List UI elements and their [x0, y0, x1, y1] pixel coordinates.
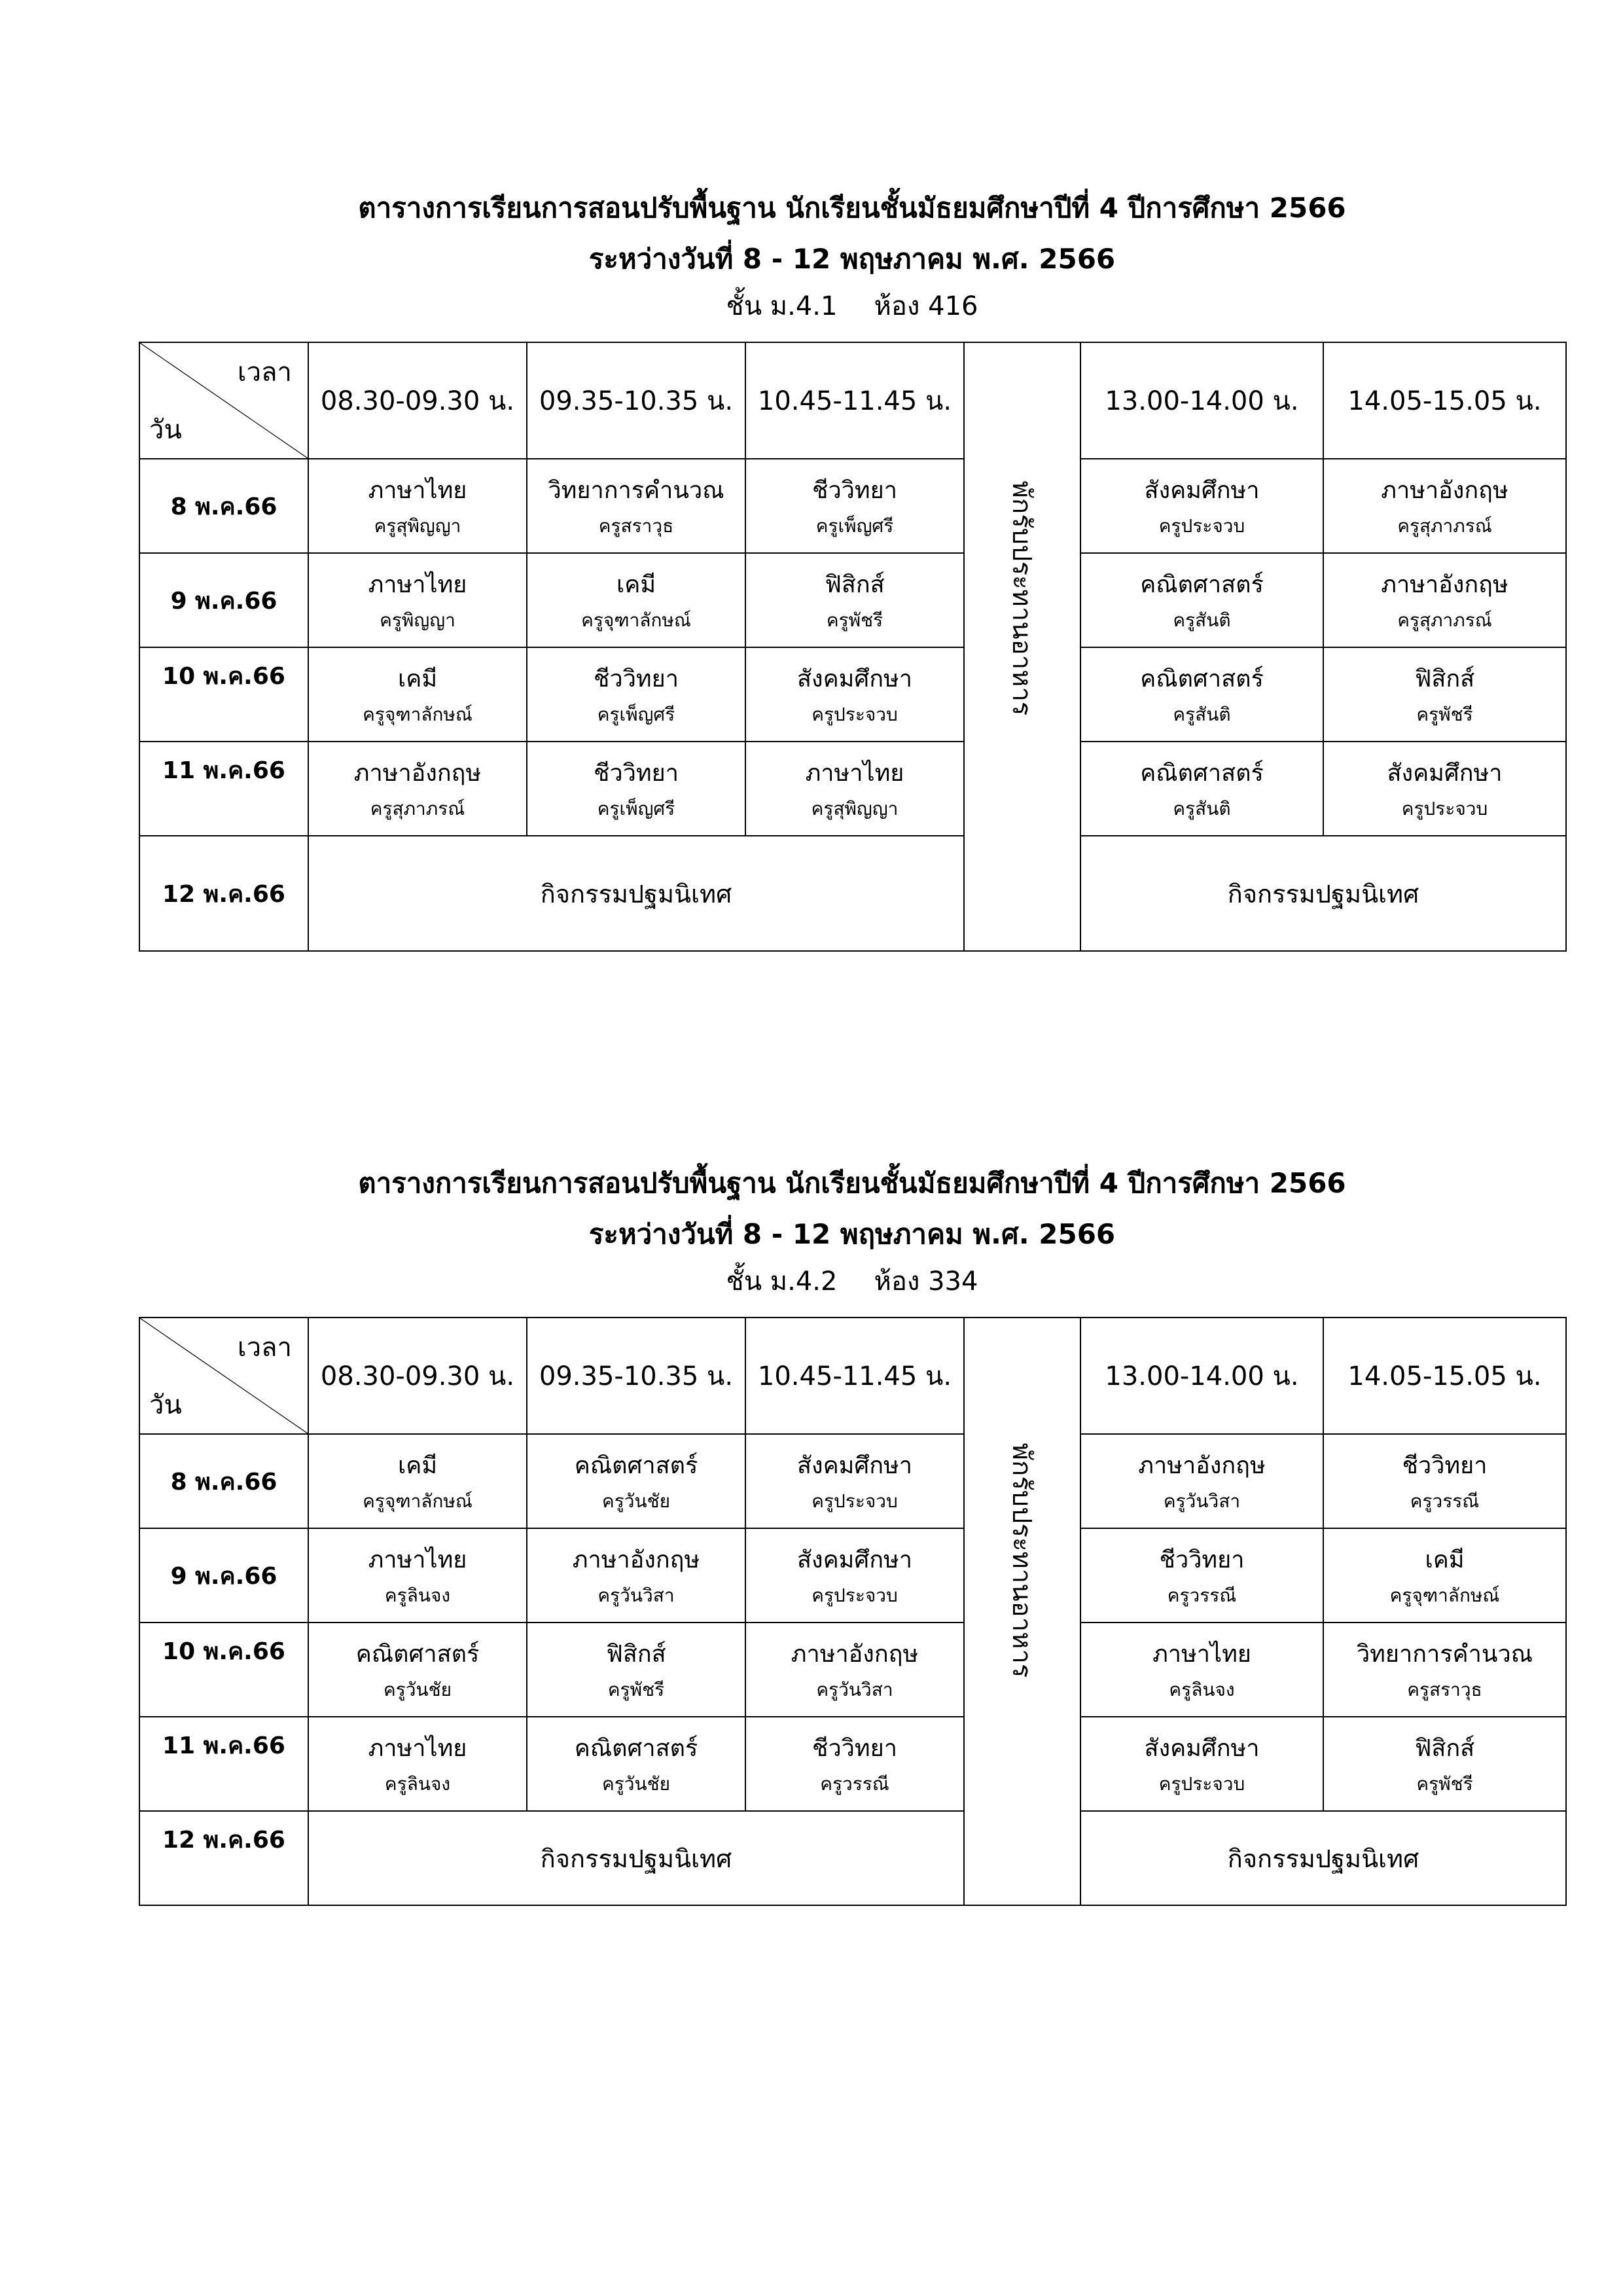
teacher-name: ครูลินจง [384, 1585, 451, 1606]
subject-name: ภาษาอังกฤษ [1138, 1452, 1266, 1479]
subject-name: ภาษาอังกฤษ [572, 1547, 700, 1573]
class-cell [745, 553, 964, 647]
subject-name: เคมี [616, 571, 656, 598]
teacher-name: ครูสราวุธ [1407, 1679, 1482, 1700]
class-cell [308, 1434, 527, 1528]
schedule-date-range: ระหว่างวันที่ 8 - 12 พฤษภาคม พ.ศ. 2566 [588, 243, 1116, 275]
day-label: 11 พ.ค.66 [139, 742, 308, 836]
time-header: 13.00-14.00 น. [1080, 342, 1323, 459]
class-label: ชั้น ม.4.1 [726, 291, 838, 321]
class-cell [1323, 553, 1566, 647]
class-cell [308, 1717, 527, 1811]
class-cell [308, 1528, 527, 1623]
header-row [139, 342, 1566, 459]
subject-name: เคมี [1425, 1547, 1465, 1573]
teacher-name: ครูประจวบ [812, 1585, 898, 1606]
day-label: 9 พ.ค.66 [139, 1528, 308, 1623]
class-label: ชั้น ม.4.2 [726, 1266, 838, 1297]
corner-header-cell [139, 342, 308, 459]
class-cell [527, 1434, 745, 1528]
class-cell [745, 1623, 964, 1717]
subject-name: ภาษาอังกฤษ [1381, 571, 1508, 598]
afternoon-activity: กิจกรรมปฐมนิเทศ [1080, 1811, 1566, 1905]
class-cell [1080, 459, 1323, 553]
day-label: 8 พ.ค.66 [139, 459, 308, 553]
subject-name: ฟิสิกส์ [825, 571, 885, 598]
class-cell [308, 459, 527, 553]
corner-day-label: วัน [149, 1390, 182, 1420]
subject-name: วิทยาการคำนวณ [1356, 1641, 1533, 1668]
class-cell [1080, 553, 1323, 647]
teacher-name: ครูสราวุธ [598, 515, 674, 537]
class-cell [527, 742, 745, 836]
class-cell [1080, 647, 1323, 742]
day-label: 10 พ.ค.66 [139, 1623, 308, 1717]
teacher-name: ครูสุพิญญา [374, 515, 461, 537]
class-cell [1080, 742, 1323, 836]
teacher-name: ครูสันติ [1173, 704, 1231, 725]
time-header: 08.30-09.30 น. [308, 342, 527, 459]
time-header: 10.45-11.45 น. [745, 342, 964, 459]
class-cell [527, 553, 745, 647]
teacher-name: ครูสุภาภรณ์ [370, 798, 465, 819]
class-cell [1323, 1717, 1566, 1811]
subject-name: ชีววิทยา [812, 1735, 897, 1762]
subject-name: สังคมศึกษา [797, 1452, 912, 1479]
day-row [139, 647, 1566, 742]
subject-name: ฟิสิกส์ [1414, 1735, 1475, 1762]
class-cell [1323, 1434, 1566, 1528]
day-label: 10 พ.ค.66 [139, 647, 308, 742]
class-cell [308, 1623, 527, 1717]
teacher-name: ครูสุภาภรณ์ [1397, 515, 1492, 537]
room-label: ห้อง 416 [874, 291, 978, 321]
subject-name: ชีววิทยา [812, 477, 897, 504]
day-label: 12 พ.ค.66 [139, 1811, 308, 1905]
teacher-name: ครูวันวิสา [597, 1585, 675, 1606]
teacher-name: ครูจุฑาลักษณ์ [363, 1490, 473, 1512]
subject-name: คณิตศาสตร์ [1140, 666, 1264, 692]
schedule-block-2 [139, 1165, 1565, 1906]
class-cell [527, 1623, 745, 1717]
subject-name: สังคมศึกษา [797, 666, 912, 692]
teacher-name: ครูประจวบ [812, 704, 898, 725]
subject-name: สังคมศึกษา [1387, 760, 1503, 787]
day-row [139, 459, 1566, 553]
teacher-name: ครูวันชัย [601, 1490, 671, 1512]
teacher-name: ครูพัชรี [826, 609, 883, 631]
lunch-break-column [964, 1318, 1080, 1905]
class-cell [308, 553, 527, 647]
class-cell [745, 647, 964, 742]
class-cell [1323, 1623, 1566, 1717]
subject-name: สังคมศึกษา [1144, 1735, 1260, 1762]
class-cell [308, 742, 527, 836]
teacher-name: ครูประจวบ [1158, 515, 1245, 537]
class-cell [745, 459, 964, 553]
day-row [139, 1528, 1566, 1623]
teacher-name: ครูสุพิญญา [811, 798, 899, 819]
morning-activity: กิจกรรมปฐมนิเทศ [308, 1811, 964, 1905]
teacher-name: ครูพัชรี [607, 1679, 665, 1700]
teacher-name: ครูจุฑาลักษณ์ [1389, 1585, 1500, 1606]
subject-name: ภาษาอังกฤษ [353, 760, 482, 787]
corner-time-label: เวลา [237, 357, 292, 387]
class-cell [527, 1717, 745, 1811]
teacher-name: ครูวรรณี [1410, 1490, 1480, 1512]
time-header: 09.35-10.35 น. [527, 1318, 745, 1434]
class-cell [1323, 1528, 1566, 1623]
subject-name: ภาษาไทย [368, 477, 467, 504]
subject-name: ภาษาไทย [368, 571, 467, 598]
teacher-name: ครูจุฑาลักษณ์ [581, 609, 691, 631]
class-cell [527, 1528, 745, 1623]
class-cell [308, 647, 527, 742]
teacher-name: ครูลินจง [384, 1773, 451, 1795]
lunch-break-label: พักรับประทานอาหาร [1007, 1443, 1037, 1678]
time-header: 10.45-11.45 น. [745, 1318, 964, 1434]
class-cell [527, 647, 745, 742]
teacher-name: ครูสันติ [1173, 609, 1231, 631]
class-cell [745, 1717, 964, 1811]
class-cell [1080, 1623, 1323, 1717]
teacher-name: ครูวรรณี [1167, 1585, 1237, 1606]
corner-time-label: เวลา [237, 1333, 292, 1363]
subject-name: เคมี [397, 1452, 438, 1479]
time-header: 13.00-14.00 น. [1080, 1318, 1323, 1434]
subject-name: ภาษาไทย [368, 1735, 467, 1762]
subject-name: ฟิสิกส์ [1414, 666, 1475, 692]
lunch-break-label: พักรับประทานอาหาร [1007, 480, 1037, 716]
time-header: 09.35-10.35 น. [527, 342, 745, 459]
afternoon-activity: กิจกรรมปฐมนิเทศ [1080, 836, 1566, 951]
teacher-name: ครูสันติ [1173, 798, 1231, 819]
schedule-table [139, 342, 1567, 952]
teacher-name: ครูพิญญา [380, 609, 455, 631]
morning-activity: กิจกรรมปฐมนิเทศ [308, 836, 964, 951]
teacher-name: ครูสุภาภรณ์ [1397, 609, 1492, 631]
corner-header-cell [139, 1318, 308, 1434]
header-row [139, 1318, 1566, 1434]
teacher-name: ครูประจวบ [1401, 798, 1488, 819]
teacher-name: ครูเพ็ญศรี [597, 704, 675, 725]
teacher-name: ครูเพ็ญศรี [815, 515, 894, 537]
subject-name: คณิตศาสตร์ [574, 1735, 698, 1762]
day-row [139, 1717, 1566, 1811]
subject-name: ชีววิทยา [594, 666, 679, 692]
teacher-name: ครูประจวบ [1158, 1773, 1245, 1795]
subject-name: ภาษาไทย [368, 1547, 467, 1573]
class-cell [1323, 459, 1566, 553]
subject-name: คณิตศาสตร์ [574, 1452, 698, 1479]
subject-name: สังคมศึกษา [1144, 477, 1260, 504]
teacher-name: ครูเพ็ญศรี [597, 798, 675, 819]
subject-name: คณิตศาสตร์ [1140, 760, 1264, 787]
subject-name: ชีววิทยา [594, 760, 679, 787]
subject-name: ชีววิทยา [1159, 1547, 1245, 1573]
teacher-name: ครูวันชัย [383, 1679, 452, 1700]
subject-name: ภาษาไทย [805, 760, 904, 787]
teacher-name: ครูวรรณี [820, 1773, 889, 1795]
class-cell [527, 459, 745, 553]
teacher-name: ครูวันชัย [601, 1773, 671, 1795]
subject-name: ภาษาไทย [1152, 1641, 1251, 1668]
teacher-name: ครูลินจง [1169, 1679, 1235, 1700]
subject-name: ภาษาอังกฤษ [1381, 477, 1508, 504]
class-cell [745, 742, 964, 836]
time-header: 14.05-15.05 น. [1323, 1318, 1566, 1434]
subject-name: คณิตศาสตร์ [355, 1641, 480, 1668]
class-room-line [139, 289, 1565, 342]
corner-day-label: วัน [149, 415, 182, 445]
day-label: 12 พ.ค.66 [139, 836, 308, 951]
day-row [139, 553, 1566, 647]
class-cell [1080, 1434, 1323, 1528]
class-cell [1323, 742, 1566, 836]
schedule-block-1 [139, 190, 1565, 952]
day-row [139, 742, 1566, 836]
time-header: 14.05-15.05 น. [1323, 342, 1566, 459]
teacher-name: ครูประจวบ [812, 1490, 898, 1512]
day-label: 9 พ.ค.66 [139, 553, 308, 647]
day-row [139, 1434, 1566, 1528]
subject-name: วิทยาการคำนวณ [548, 477, 724, 504]
subject-name: เคมี [397, 666, 438, 692]
day-label: 11 พ.ค.66 [139, 1717, 308, 1811]
subject-name: ภาษาอังกฤษ [791, 1641, 919, 1668]
day-row [139, 1623, 1566, 1717]
schedule-date-range: ระหว่างวันที่ 8 - 12 พฤษภาคม พ.ศ. 2566 [588, 1218, 1116, 1250]
teacher-name: ครูพัชรี [1416, 1773, 1473, 1795]
class-cell [745, 1528, 964, 1623]
teacher-name: ครูวันวิสา [816, 1679, 893, 1700]
subject-name: คณิตศาสตร์ [1140, 571, 1264, 598]
teacher-name: ครูพัชรี [1416, 704, 1473, 725]
subject-name: สังคมศึกษา [797, 1547, 912, 1573]
schedule-title: ตารางการเรียนการสอนปรับพื้นฐาน นักเรียนชั้นมัธยมศึกษาปีที่ 4 ปีการศึกษา 2566 [358, 192, 1346, 224]
class-cell [1080, 1717, 1323, 1811]
class-cell [1080, 1528, 1323, 1623]
day-row [139, 836, 1566, 951]
schedule-table [139, 1317, 1567, 1906]
teacher-name: ครูจุฑาลักษณ์ [363, 704, 473, 725]
day-row [139, 1811, 1566, 1905]
class-cell [745, 1434, 964, 1528]
day-label: 8 พ.ค.66 [139, 1434, 308, 1528]
class-cell [1323, 647, 1566, 742]
teacher-name: ครูวันวิสา [1163, 1490, 1241, 1512]
schedule-title: ตารางการเรียนการสอนปรับพื้นฐาน นักเรียนชั้นมัธยมศึกษาปีที่ 4 ปีการศึกษา 2566 [358, 1167, 1346, 1199]
class-room-line [139, 1265, 1565, 1317]
room-label: ห้อง 334 [874, 1266, 978, 1297]
lunch-break-column [964, 342, 1080, 951]
subject-name: ชีววิทยา [1402, 1452, 1488, 1479]
subject-name: ฟิสิกส์ [606, 1641, 666, 1668]
time-header: 08.30-09.30 น. [308, 1318, 527, 1434]
